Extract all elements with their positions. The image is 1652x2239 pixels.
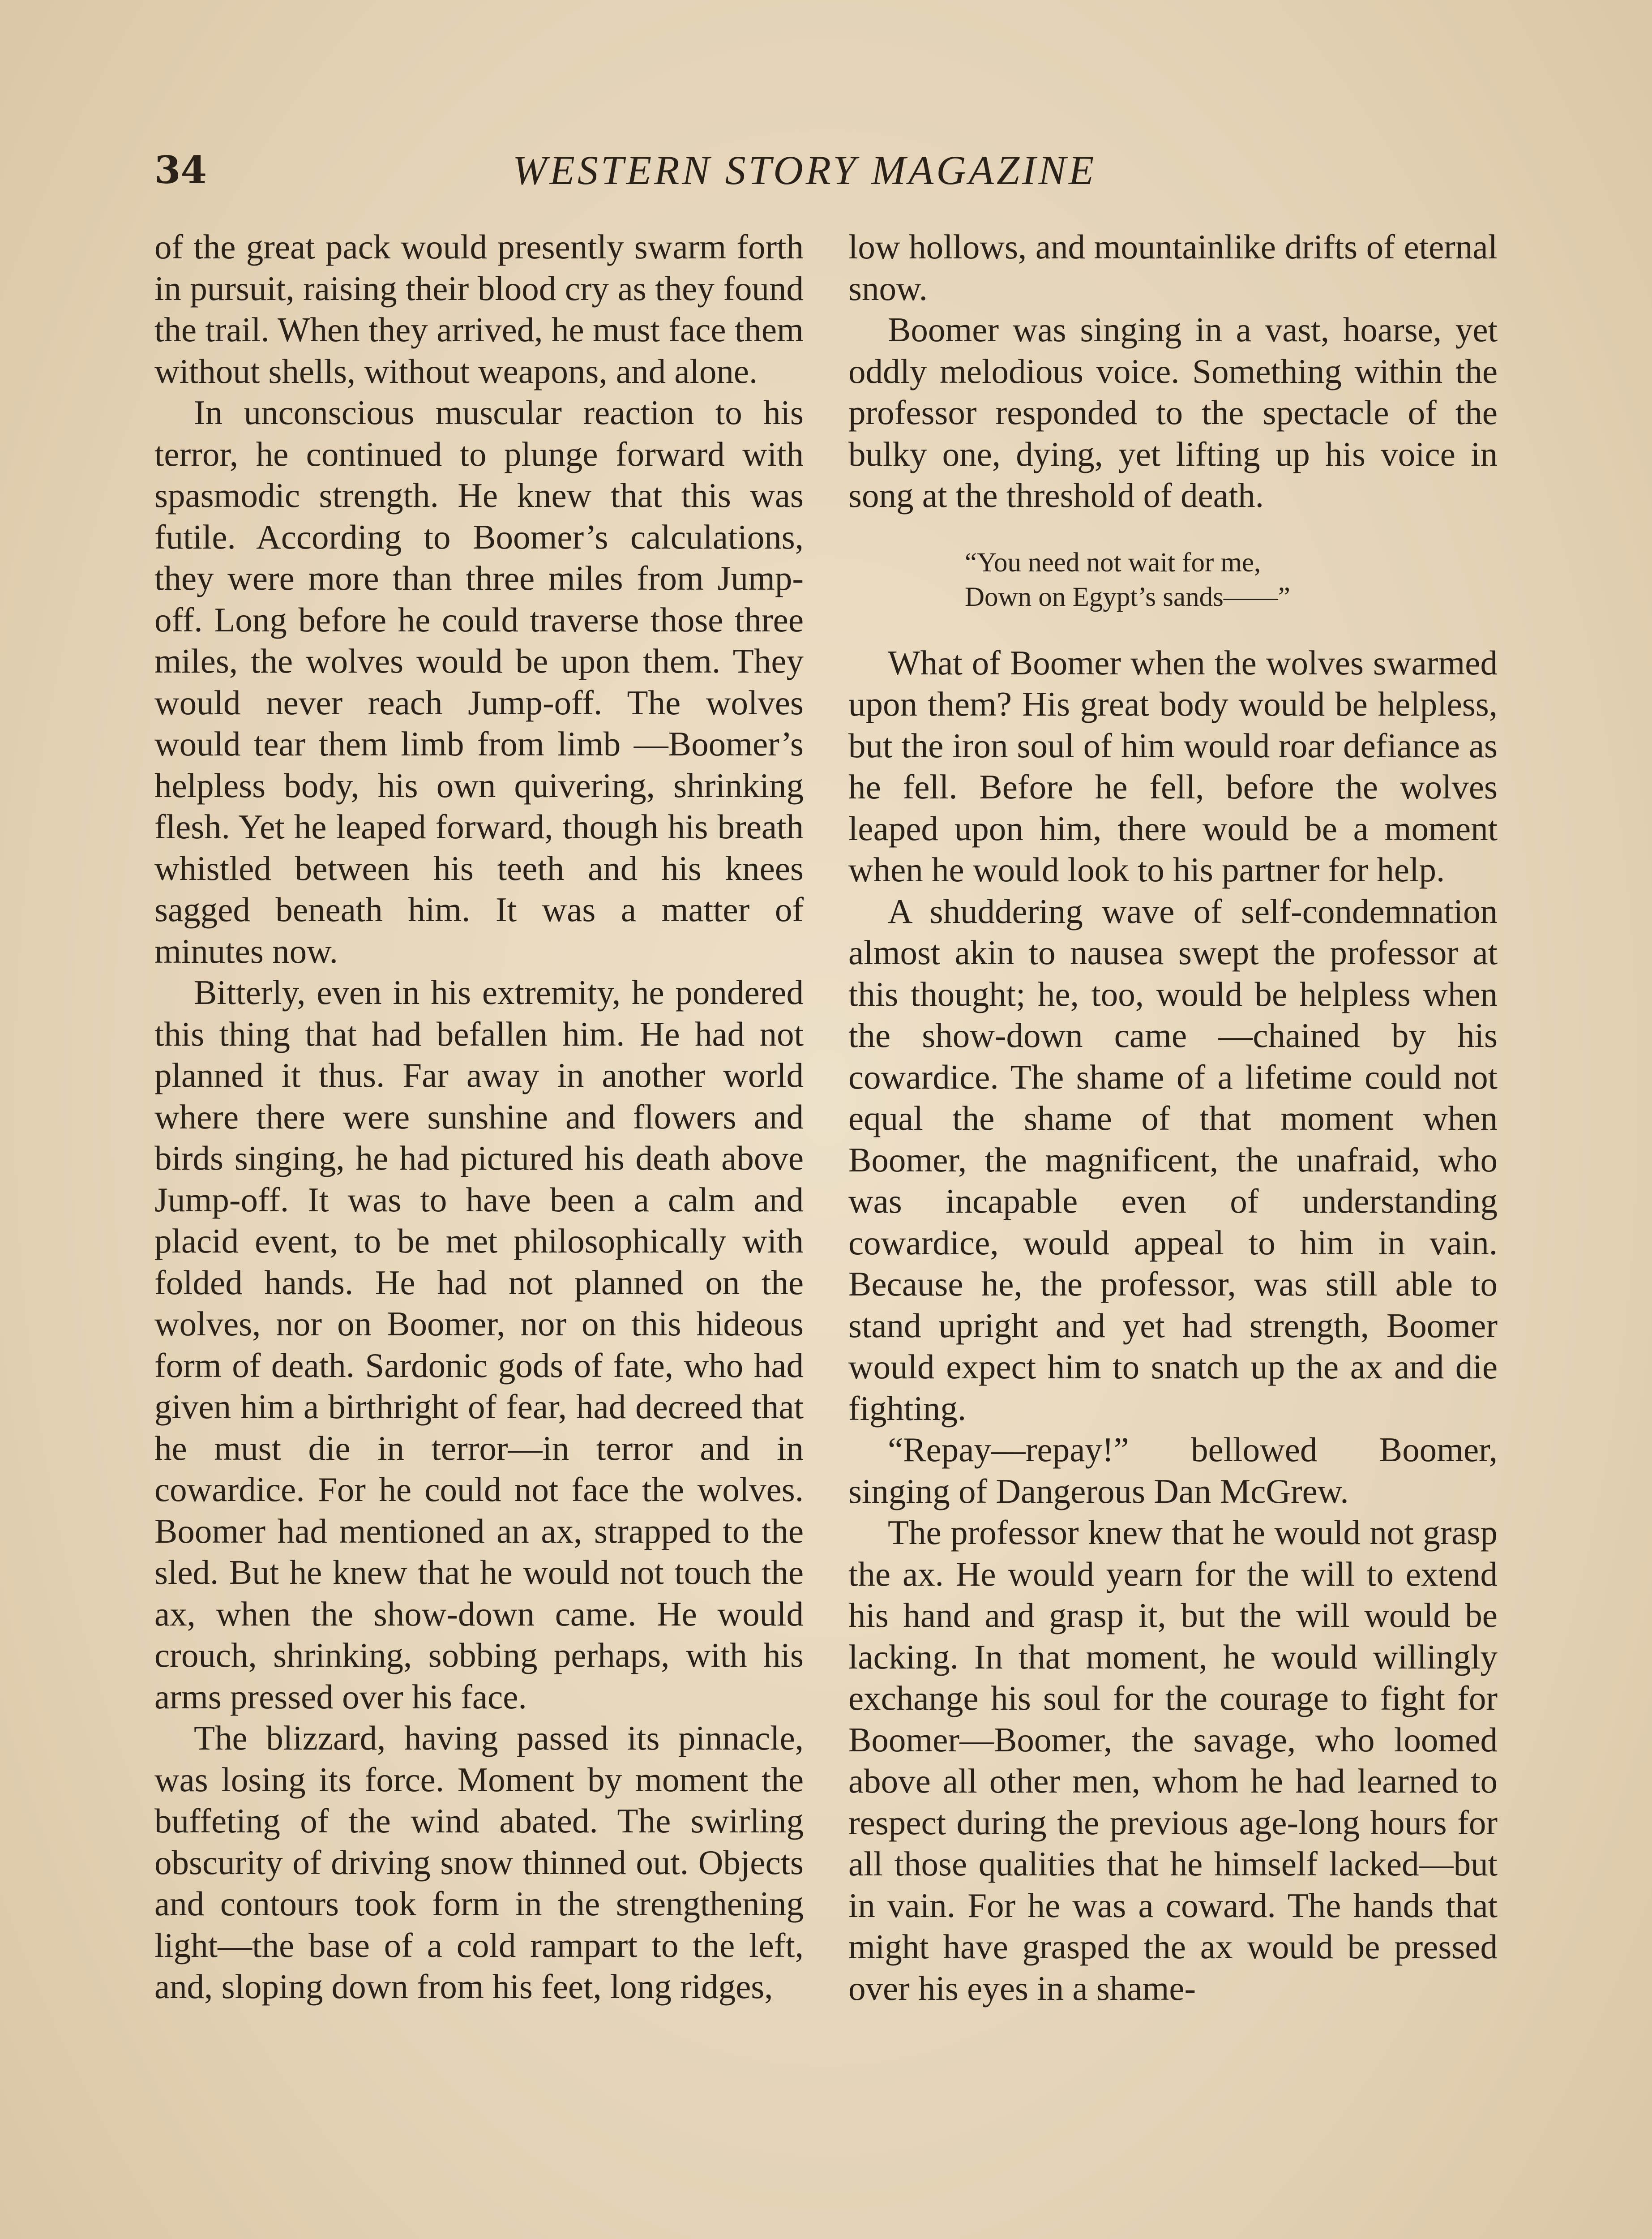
paragraph: The professor knew that he would not grasp the ax. He would yearn for the will to extend his hand and grasp it, but the will would be lacking. In that moment, he would willingly exchange his soul for the courage to fight for Boomer—Boomer, the savage, who loomed above all other men, whom he had learned to respect during the previous age-long hours for all those qualities that he himself lacked—but in vain. For he was a coward. The hands that might have grasped the ax would be pressed over his eyes in a shame- (848, 1513, 1498, 2007)
left-column (154, 226, 804, 2007)
song-verse (848, 545, 1498, 614)
right-column (848, 226, 1498, 2009)
verse-line: Down on Egypt’s sands——” (965, 582, 1290, 612)
paragraph: “Repay—repay!” bellowed Boomer, singing of Dangerous Dan McGrew. (848, 1430, 1498, 1510)
paragraph: of the great pack would presently swarm forth in pursuit, raising their blood cry as they found the trail. When they arrived, he must face them without shells, without weapons, and alone. (154, 227, 804, 390)
paragraph: In unconscious muscular reaction to his terror, he continued to plunge forward with spasmodic strength. He knew that this was futile. According to Boomer’s calculations, they were more than three miles from Jump-off. Long before he could traverse those three miles, the wolves would be upon them. They would never reach Jump-off. The wolves would tear them limb from limb —Boomer’s helpless body, his own quivering, shrinking flesh. Yet he leaped forward, though his breath whistled between his teeth and his knees sagged beneath him. It was a matter of minutes now. (154, 393, 804, 970)
paragraph: A shuddering wave of self-condemnation almost akin to nausea swept the professor at this thought; he, too, would be helpless when the show-down came —chained by his cowardice. The shame of a lifetime could not equal the shame of that moment when Boomer, the magnificent, the unafraid, who was incapable even of understanding cowardice, would appeal to him in vain. Because he, the professor, was still able to stand upright and yet had strength, Boomer would expect him to snatch up the ax and die fighting. (848, 892, 1498, 1428)
paragraph: Bitterly, even in his extremity, he pondered this thing that had befallen him. He had not planned it thus. Far away in another world where there were sunshine and flowers and birds singing, he had pictured his death above Jump-off. It was to have been a calm and placid event, to be met philosophically with folded hands. He had not planned on the wolves, nor on Boomer, nor on this hideous form of death. Sardonic gods of fate, who had given him a birthright of fear, had decreed that he must die in terror—in terror and in cowardice. For he could not face the wolves. Boomer had mentioned an ax, strapped to the sled. But he knew that he would not touch the ax, when the show-down came. He would crouch, shrinking, sobbing perhaps, with his arms pressed over his face. (154, 973, 804, 1716)
page-header (154, 143, 1495, 197)
paragraph: The blizzard, having passed its pinnacle, was losing its force. Moment by moment the buffeting of the wind abated. The swirling obscurity of driving snow thinned out. Objects and contours took form in the strengthening light—the base of a cold rampart to the left, and, sloping down from his feet, long ridges, (154, 1719, 804, 2006)
paragraph: Boomer was singing in a vast, hoarse, yet oddly melodious voice. Something within the professor responded to the spectacle of the bulky one, dying, yet lifting up his voice in song at the threshold of death. (848, 310, 1498, 515)
paragraph: low hollows, and mountainlike drifts of eternal snow. (848, 227, 1498, 308)
running-title: WESTERN STORY MAGAZINE (513, 147, 1097, 193)
verse-line: “You need not wait for me, (965, 547, 1261, 578)
paragraph: What of Boomer when the wolves swarmed upon them? His great body would be helpless, but the iron soul of him would roar defiance as he fell. Before he fell, before the wolves leaped upon him, there would be a moment when he would look to his partner for help. (848, 643, 1498, 889)
page-number: 34 (154, 148, 207, 192)
